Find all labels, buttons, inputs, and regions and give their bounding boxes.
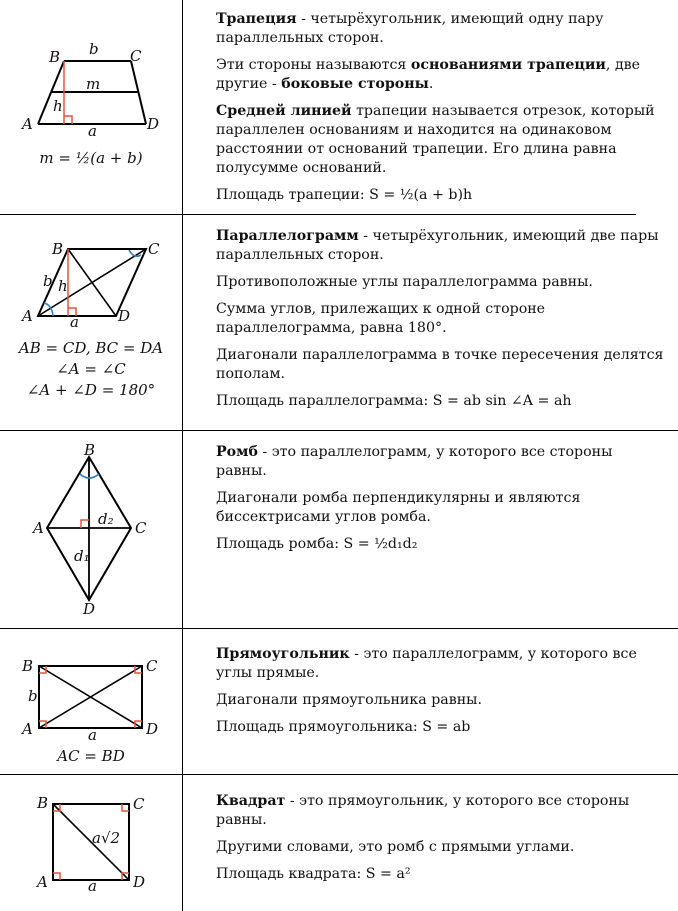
trapezoid-area: Площадь трапеции: S = ½(a + b)h: [216, 187, 473, 203]
side-label-a: a: [88, 877, 97, 895]
vertex-label-b: B: [49, 48, 61, 66]
square-text: [216, 792, 666, 892]
rhombus-prop1: Диагонали ромба перпендикулярны и являются биссектрисами углов ромба.: [216, 490, 581, 525]
diagonal-label-d2: d₂: [98, 510, 114, 528]
vertex-label-a: A: [33, 519, 44, 537]
diagonals-equal-formula: AC = BD: [57, 747, 125, 765]
side-label-b: b: [28, 687, 38, 705]
angles-equal-formula: ∠A = ∠C: [56, 360, 126, 378]
square-figure: [0, 774, 182, 911]
height-label-h: h: [53, 97, 63, 115]
side-label-a: a: [88, 122, 97, 140]
vertex-label-a: A: [22, 115, 33, 133]
rectangle-definition: Прямоугольник - это параллелограмм, у которого все углы прямые.: [216, 646, 637, 681]
vertex-label-c: C: [133, 795, 145, 813]
trapezoid-text: [216, 10, 666, 213]
vertex-label-d: D: [118, 307, 131, 325]
parallelogram-area: Площадь параллелограмма: S = ab sin ∠A = ah: [216, 393, 572, 409]
trapezoid-definition: Трапеция - четырёхугольник, имеющий одну пару параллельных сторон.: [216, 11, 604, 46]
midline-formula: m = ½(a + b): [39, 149, 143, 167]
vertex-label-c: C: [135, 519, 147, 537]
side-label-b: b: [89, 40, 99, 58]
diagonal-label-a-sqrt2: a√2: [92, 829, 121, 847]
rectangle-text: [216, 645, 666, 745]
vertex-label-d: D: [133, 873, 146, 891]
rhombus-figure: [0, 430, 182, 628]
vertex-label-c: C: [148, 240, 160, 258]
rhombus-definition: Ромб - это параллелограмм, у которого все стороны равны.: [216, 444, 613, 479]
vertex-label-d: D: [146, 720, 159, 738]
rhombus-text: [216, 443, 666, 562]
height-label-h: h: [58, 277, 68, 295]
vertex-label-b: B: [52, 240, 64, 258]
vertex-label-b: B: [22, 657, 34, 675]
vertex-label-a: A: [37, 873, 48, 891]
parallelogram-definition: Параллелограмм - четырёхугольник, имеющий две пары параллельных сторон.: [216, 228, 659, 263]
trapezoid-bases: Эти стороны называются основаниями трапеции, две другие - боковые стороны.: [216, 57, 641, 92]
rectangle-prop1: Диагонали прямоугольника равны.: [216, 692, 482, 708]
square-area: Площадь квадрата: S = a²: [216, 866, 411, 882]
trapezoid-figure: [0, 0, 182, 214]
side-label-a: a: [88, 726, 97, 743]
square-prop1: Другими словами, это ромб с прямыми углами.: [216, 839, 575, 855]
trapezoid-midline: Средней линией трапеции называется отрезок, который параллелен основаниям и находится на одинаковом расстоянии от оснований трапеции. Его длина равна полусумме оснований.: [216, 103, 655, 176]
vertex-label-d: D: [147, 115, 160, 133]
side-label-b: b: [43, 272, 53, 290]
vertex-label-b: B: [84, 441, 96, 459]
rectangle-area: Площадь прямоугольника: S = ab: [216, 719, 471, 735]
vertex-label-c: C: [146, 657, 158, 675]
angles-sum-formula: ∠A + ∠D = 180°: [26, 381, 156, 399]
rhombus-area: Площадь ромба: S = ½d₁d₂: [216, 536, 418, 552]
midline-label-m: m: [86, 75, 101, 93]
square-definition: Квадрат - это прямоугольник, у которого все стороны равны.: [216, 793, 630, 828]
parallelogram-text: [216, 227, 666, 419]
parallelogram-prop1: Противоположные углы параллелограмма равны.: [216, 274, 593, 290]
vertex-label-d: D: [83, 600, 96, 618]
vertex-label-b: B: [37, 794, 49, 812]
vertex-label-a: A: [22, 720, 33, 738]
parallelogram-prop3: Диагонали параллелограмма в точке пересечения делятся пополам.: [216, 347, 664, 382]
diagonal-label-d1: d₁: [74, 547, 90, 565]
vertex-label-a: A: [22, 307, 33, 325]
side-label-a: a: [70, 313, 79, 331]
parallelogram-prop2: Сумма углов, прилежащих к одной стороне параллелограмма, равна 180°.: [216, 301, 546, 336]
sides-equal-formula: AB = CD, BC = DA: [18, 339, 164, 357]
vertex-label-c: C: [130, 47, 142, 65]
